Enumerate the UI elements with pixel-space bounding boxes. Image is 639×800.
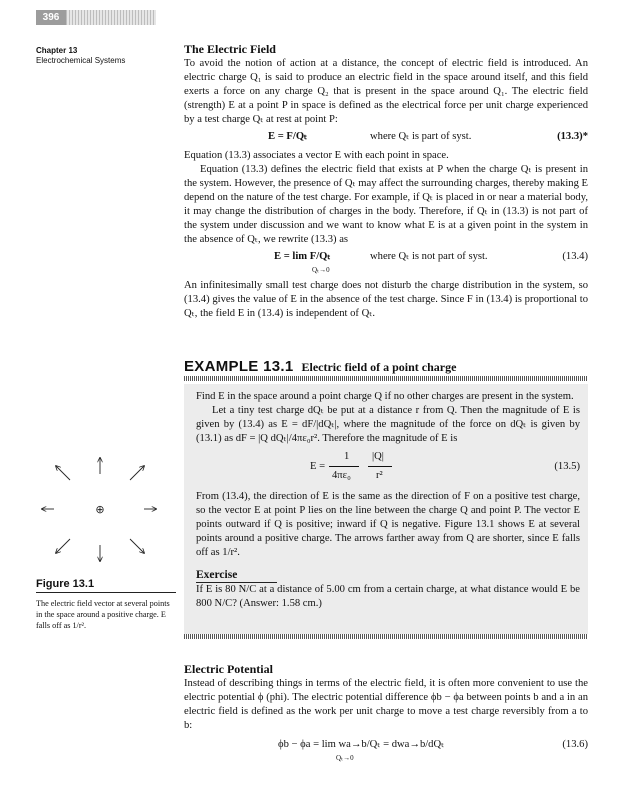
figure-label: Figure 13.1 [36, 578, 95, 590]
equation-13-5 [196, 450, 580, 486]
field-arrow-down-right [130, 539, 144, 553]
equation-number: (13.4) [562, 251, 588, 262]
chapter-title: Electrochemical Systems [36, 56, 126, 65]
exercise-text: If E is 80 N/C at a distance of 5.00 cm from a certain charge, at what distance would E be 800 N/C? (Answer: 1.58 cm.) [196, 584, 580, 609]
chapter-label: Chapter 13 [36, 46, 78, 55]
equation-13-4 [184, 250, 588, 276]
equation-condition: where Qₜ is not part of syst. [370, 251, 488, 262]
example-body [196, 390, 580, 611]
equation-fraction-denominator: 4πε₀ [332, 470, 351, 481]
section-electric-field [184, 42, 588, 321]
section-title: The Electric Field [184, 42, 276, 56]
equation-13-6 [184, 738, 588, 764]
paragraph: Equation (13.3) defines the electric field that exists at P when the charge Qₜ is present in the system. However, the presence of Qₜ may affect the surrounding charges, thereby making E depend on the nature of the test charge. For example, if Qₜ is placed in or near a material body, it may change the distribution of charges in the body. Therefore, if Qₜ in (13.3) is not part of the system under discussion and we want to know what E is at a given point in the system in the absence of Qₜ, we rewrite (13.3) as [184, 164, 588, 245]
equation-number: (13.3)* [557, 131, 588, 142]
equation-lhs: ϕb − ϕa = lim wa→b/Qₜ = dwa→b/dQₜ [278, 739, 445, 750]
chapter-running-head [36, 46, 171, 66]
equation-fraction-numerator: 1 [344, 451, 350, 462]
example-label: EXAMPLE 13.1 [184, 358, 294, 375]
figure-caption: The electric field vector at several points in the space around a positive charge. E falls off as 1/r². [36, 599, 170, 630]
paragraph: Find E in the space around a point charge Q if no other charges are present in the system. [196, 391, 574, 402]
equation-fraction2-denominator: r² [376, 470, 383, 481]
example-title: Electric field of a point charge [301, 360, 457, 374]
fraction-bar [368, 466, 392, 467]
equation-condition: where Qₜ is part of syst. [370, 131, 472, 142]
paragraph: From (13.4), the direction of E is the same as the direction of F on a positive test charge, so the vector E at point P lies on the line between the charge Q and point P. The vector E points outward if Q is positive; inward if Q is negative. Figure 13.1 shows E at several points around a positive charge. The arrows farther away from Q are shorter, since E falls off as 1/r². [196, 491, 580, 558]
example-top-rule [184, 376, 588, 381]
paragraph: To avoid the notion of action at a distance, the concept of electric field is introduced. An electric charge Q₁ is said to produce an electric field in the space around itself, and this field exerts a force on any charge Q₂ that is present in the space around Q₁. The electric field (strength) E at a point P in space is defined as the electrical force per unit charge experienced by a test charge Qₜ at rest at point P: [184, 58, 588, 125]
equation-number: (13.6) [562, 739, 588, 750]
section-title: Electric Potential [184, 662, 273, 676]
fraction-bar [329, 466, 359, 467]
paragraph: Instead of describing things in terms of the electric field, it is often more convenient to use the electric potential ϕ (phi). The electric potential difference ϕb − ϕa between points b and a in an electric field is defined as the work per unit charge to move a test charge reversibly from a to b: [184, 678, 588, 731]
paragraph: Equation (13.3) associates a vector E with each point in space. [184, 150, 449, 161]
field-arrow-down-left [56, 539, 70, 553]
exercise-title: Exercise [196, 568, 277, 583]
field-arrow-up-left [56, 466, 70, 480]
equation-lhs: E = lim F/Qₜ [274, 251, 331, 262]
paragraph: Let a tiny test charge dQₜ be put at a distance r from Q. Then the magnitude of E is given by (13.4) as E = dF/|dQₜ|, where the magnitude of the force on dQₜ is given by (13.1) as dF = |Q dQₜ|/4πε₀r². Therefore the magnitude of E is [196, 405, 580, 444]
section-electric-potential [184, 662, 588, 767]
equation-limit-subscript: Qₜ→0 [312, 266, 330, 274]
equation-lhs: E = F/Qₜ [268, 131, 308, 142]
equation-fraction2-numerator: |Q| [372, 451, 384, 462]
equation-13-3 [184, 130, 588, 146]
example-header [184, 358, 588, 378]
page-number: 396 [36, 10, 66, 25]
example-bottom-rule [184, 634, 588, 639]
equation-lhs: E = [310, 461, 326, 472]
positive-charge-symbol: ⊕ [95, 503, 105, 516]
equation-number: (13.5) [554, 461, 580, 472]
paragraph: An infinitesimally small test charge does not disturb the charge distribution in the system, so (13.4) gives the value of E in the absence of the test charge. Since F in (13.4) is proportional to Qₜ, the field E in (13.4) is independent of Qₜ. [184, 280, 588, 319]
field-arrow-up-right [130, 466, 144, 480]
electric-field-figure [40, 450, 160, 575]
equation-limit-subscript: Qₜ→0 [336, 754, 354, 762]
figure-label-rule [36, 592, 176, 593]
